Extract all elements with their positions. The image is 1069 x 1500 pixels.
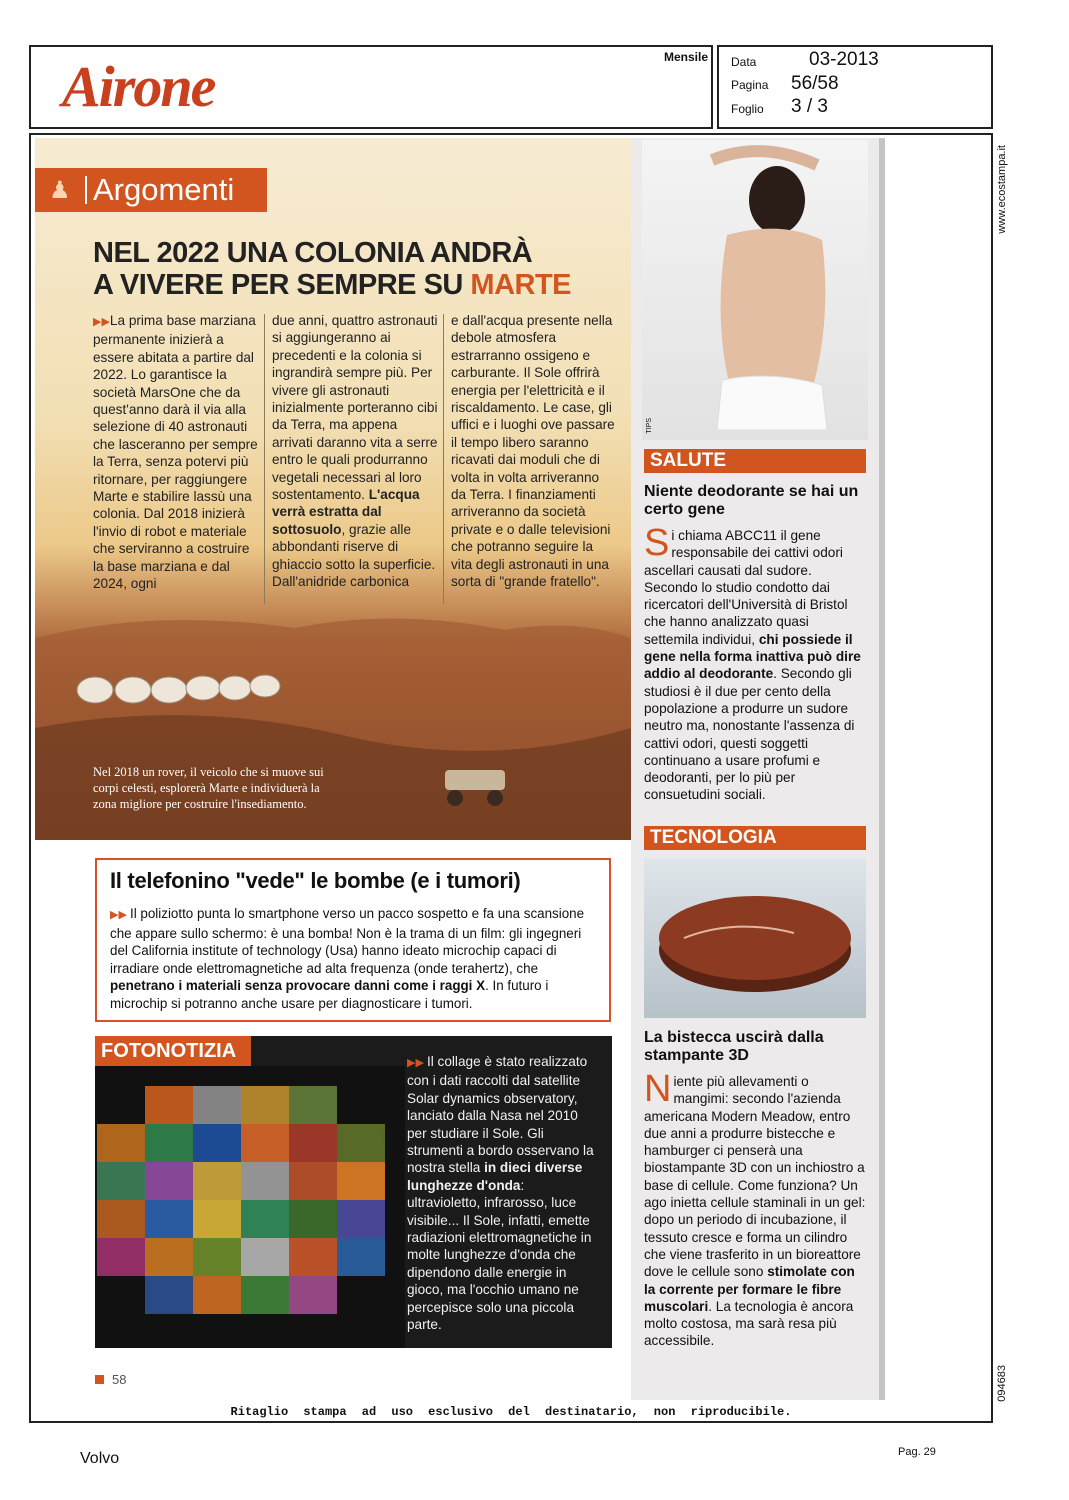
sheet-value: 3 / 3 — [791, 96, 828, 117]
tecnologia-body: Niente più allevamenti o mangimi: secondo l'azienda americana Modern Meadow, entro due anni a produrre bistecche e hamburger ci penserà una biostampante 3D con un inchiostro a base di cellule. Come funziona? Un ago inietta cellule staminali in un gel: dopo un periodo di incubazione, il tessuto cresce e forma un cilindro che viene trasferito in un bioreattore dove le cellule sono stimolate con la corrente per formare le fibre muscolari. La tecnologia è ancora molto costosa, ma sarà resa più accessibile. — [644, 1068, 866, 1349]
title-line-2: A VIVERE PER SEMPRE SU — [93, 269, 463, 301]
tecnologia-tag: TECNOLOGIA — [644, 826, 866, 850]
tecnologia-title: La bistecca uscirà dalla stampante 3D — [644, 1029, 824, 1064]
page-number: 58 — [95, 1372, 126, 1387]
date-value: 03-2013 — [809, 49, 879, 70]
client-name: Volvo — [80, 1450, 120, 1467]
mars-article-column-3: e dall'acqua presente nella debole atmosfera estrarranno ossigeno e carburante. Il Sole offrirà energia per l'elettricità e il riscaldamento. Le case, gli uffici e i luoghi ove passare il tempo libero saranno ricavati dai moduli che di volta in volta arriveranno da Terra. I finanziamenti arriveranno da società private e o dalle televisioni che potranno seguire la vita degli astronauti in una sorta di "grande fratello". — [451, 313, 615, 590]
section-tag-argomenti — [35, 168, 267, 212]
runner-icon: ♟ — [49, 177, 71, 204]
dropcap: N — [644, 1068, 672, 1110]
sheet-label: Foglio — [731, 102, 764, 116]
date-label: Data — [731, 55, 757, 69]
dropcap: S — [644, 522, 670, 564]
page-label: Pagina — [731, 78, 769, 92]
disclaimer: Ritaglio stampa ad uso esclusivo del destinatario, non riproducibile. — [230, 1405, 792, 1419]
title-highlight: MARTE — [470, 269, 572, 301]
arrow-bullet-icon: ▶▶ — [407, 1057, 427, 1069]
salute-title: Niente deodorante se hai un certo gene — [644, 483, 859, 518]
website-mark: www.ecostampa.it — [996, 145, 1008, 234]
salute-tag: SALUTE — [644, 449, 866, 473]
title-line-1: NEL 2022 UNA COLONIA ANDRÀ — [93, 237, 533, 269]
column-divider — [443, 314, 444, 604]
page-value: 56/58 — [791, 73, 839, 94]
airone-logo: Airone — [62, 54, 215, 119]
page-number-marker-icon — [95, 1375, 104, 1384]
steak-photo — [644, 858, 866, 1018]
woman-back-photo — [642, 140, 868, 440]
salute-body: Si chiama ABCC11 il gene responsabile dei cattivi odori ascellari causati dal sudore. Secondo lo studio condotto dai ricercatori dell'Università di Bristol che hanno analizzato quasi settemila individui, chi possiede il gene nella forma inattiva può dire addio al deodorante. Secondo gli studiosi è il due per cento della popolazione a produrre un sudore neutro ma, nonostante l'assenza di cattivi odori, questi soggetti continuano a usare profumi e deodoranti, per lo più per consuetudini sociali. — [644, 522, 861, 803]
steak-illustration — [644, 858, 866, 1018]
phone-article-title: Il telefonino "vede" le bombe (e i tumori) — [110, 868, 521, 893]
periodicity-label: Mensile — [664, 50, 709, 64]
arrow-bullet-icon: ▶▶ — [110, 909, 130, 921]
fotonotizia-tag: FOTONOTIZIA — [95, 1036, 251, 1066]
mars-photo-caption: Nel 2018 un rover, il veicolo che si muove sui corpi celesti, esplorerà Marte e individuerà la zona migliore per costruire l'insediamento. — [93, 765, 324, 811]
phone-article-body: ▶▶ Il poliziotto punta lo smartphone verso un pacco sospetto e fa una scansione che appare sullo schermo: è una bomba! Non è la trama di un film: gli ingegneri del California institute of technology (Usa) hanno ideato microchip capaci di irradiare onde elettromagnetiche ad alta frequenza (onde terahertz), che penetrano i materiali senza provocare danni come i raggi X. In futuro i microchip si potranno anche usare per diagnosticare i tumori. — [110, 906, 585, 1011]
mars-article-column-1: ▶▶La prima base marziana permanente inizierà a essere abitata a partire dal 2022. Lo garantisce la società MarsOne che da quest'anno darà il via alla selezione di 40 astronauti che lasceranno per sempre la Terra, senza potervi più ritornare, per raggiungere Marte e stabilire lassù una colonia. Dal 2018 inizierà l'invio di robot e materiale che serviranno a costruire la base marziana e dal 2024, ogni — [93, 313, 258, 592]
woman-silhouette-illustration — [642, 140, 868, 440]
right-sidebar-edge — [879, 138, 885, 1400]
code-mark: 094683 — [996, 1365, 1008, 1402]
photo-credit: TIPS — [646, 418, 653, 434]
column-divider — [264, 314, 265, 604]
sun-collage-image — [95, 1036, 405, 1348]
fotonotizia-text: ▶▶ Il collage è stato realizzato con i dati raccolti dal satellite Solar dynamics observatory, lanciato dalla Nasa nel 2010 per studiare il Sole. Gli strumenti a bordo osservano la nostra stella in dieci diverse lunghezze d'onda: ultravioletto, infrarosso, luce visibile... Il Sole, infatti, emette radiazioni elettromagnetiche in molte lunghezze d'onda che dipendono dalle energie in gioco, ma l'occhio umano ne percepisce solo una piccola parte. — [407, 1054, 594, 1333]
mars-article-title — [93, 237, 623, 301]
header-meta-box — [717, 45, 993, 129]
section-tag-label: Argomenti — [93, 172, 235, 207]
footer-page: Pag. 29 — [898, 1446, 936, 1458]
mars-article-column-2: due anni, quattro astronauti si aggiungeranno ai precedenti e la colonia si ingrandirà sempre più. Per vivere gli astronauti inizialmente porteranno cibi da Terra, ma appena arrivati daranno vita a serre entro le quali produrranno vegetali necessari al loro sostentamento. L'acqua verrà estratta dal sottosuolo, grazie alle abbondanti riserve di ghiaccio sotto la superficie. Dall'anidride carbonica — [272, 313, 438, 590]
arrow-bullet-icon: ▶▶ — [93, 316, 110, 328]
